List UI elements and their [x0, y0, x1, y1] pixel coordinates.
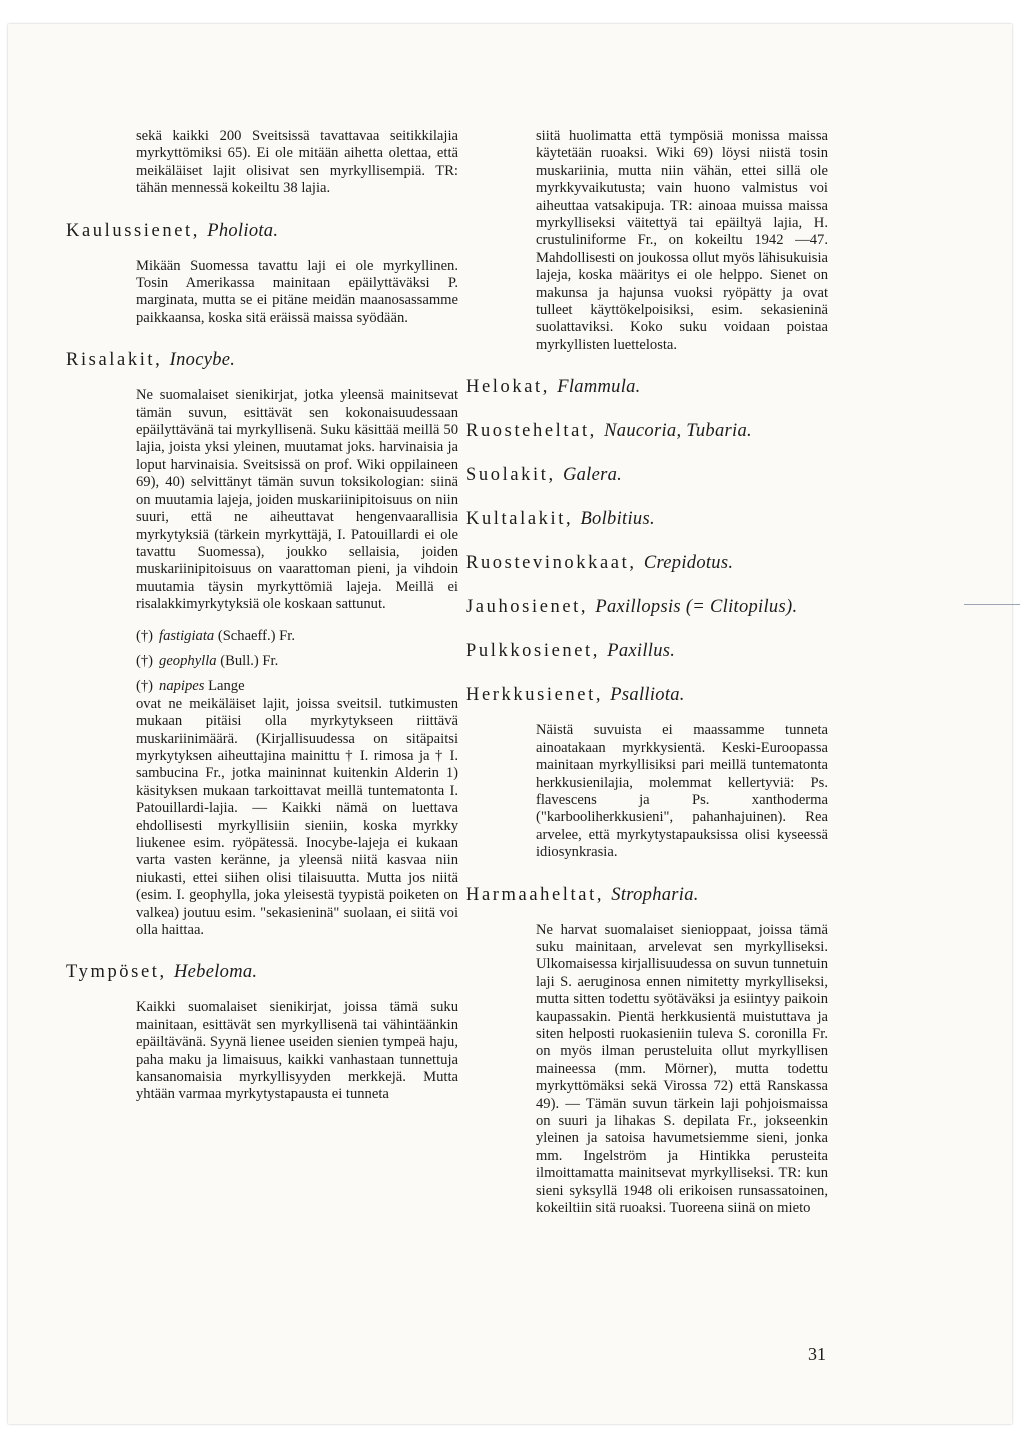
- species-name: napipes: [159, 678, 205, 695]
- section-heading-galera: [466, 464, 828, 486]
- heading-finnish: Tympöset,: [66, 962, 167, 983]
- heading-latin: Flammula.: [557, 377, 641, 398]
- section-heading-crepidotus: [466, 552, 828, 574]
- paragraph: Mikään Suomessa tavattu laji ei ole myrkyllinen. Tosin Amerikassa mainitaan epäilyttäväksi P. marginata, mutta se ei pitäne meidän maanosassamme paikkaansa, koska sitä eräissä maissa syödään.: [136, 257, 458, 326]
- section-heading-pholiota: [66, 220, 458, 242]
- heading-finnish: Helokat,: [466, 377, 550, 398]
- heading-latin: Galera.: [562, 465, 623, 486]
- section-heading-bolbitius: [466, 508, 828, 530]
- section-heading-paxillus: [466, 640, 828, 662]
- paragraph: ovat ne meikäläiset lajit, joissa sveitsil. tutkimusten mukaan pitäisi olla myrkytykseen riittävä muskariinimäärä. (Kirjallisuudessa on sitäpaitsi myrkytyksen aiheuttajina mainittu † I. rimosa ja † I. sambucina Fr., jotka maininnat kuitenkin Alderin 1) käsityksen mukaan tarkoittavat meillä tuntematonta I. Patouillardi-lajia. — Kaikki nämä on luettava ehdollisesti myrkyllisiin sieniin, koska myrkky liukenee esim. ryöpätessä. Inocybe-lajeja ei kukaan varta vasten keränne, ja yleensä niitä kasvaa niin niukasti, ettei siihen olisi tilaisuutta. Mutta jos niitä (esim. I. geophylla, joka yleisestä tyypistä poiketen on valkea) joutuu esim. "sekasieninä" suolaan, ei siitä voi olla haittaa.: [136, 695, 458, 939]
- heading-latin: Inocybe.: [169, 350, 236, 371]
- heading-latin: Stropharia.: [611, 884, 699, 905]
- entry-symbol: (†): [136, 678, 154, 695]
- heading-finnish: Ruostevinokkaat,: [466, 553, 637, 574]
- species-author: (Schaeff.) Fr.: [217, 627, 295, 644]
- section-heading-paxillopsis: [466, 596, 828, 618]
- species-name: geophylla: [159, 652, 217, 669]
- heading-latin: Crepidotus.: [643, 553, 734, 574]
- paragraph: Ne suomalaiset sienikirjat, jotka yleensä mainitsevat tämän suvun, esittävät sen kokonaisuudessaan epäilyttävänä tai myrkyllisenä. Suku käsittää meillä 50 lajia, joista yksi yleinen, muutamat joks. harvinaisia ja loput harvinaisia. Sveitsissä on prof. Wiki oppilaineen 69), 40) selvittänyt tämän suvun toksikologian: siinä on muutamia lajeja, joiden muskariinipitoisuus on niin suuri, että ne aiheuttavat hengenvaarallisia myrkytyksiä (tärkein myrkyttäjä, I. Patouillardi ei ole tavattu Suomessa), joukko sellaisia, joiden muskariinipitoisuus on vaarattoman pieni, ja vihdoin muutamia täysin myrkyttömiä lajeja. Meillä ei risalakkimyrkytyksiä ole koskaan sattunut.: [136, 387, 458, 613]
- page-number: 31: [808, 1344, 826, 1364]
- paragraph: Kaikki suomalaiset sienikirjat, joissa tämä suku mainitaan, esittävät sen myrkyllisenä tai vähintäänkin epäiltävänä. Syynä lienee useiden sienien tympeä haju, paha maku ja limaisuus, kaikki vanhastaan tunnettuja kansanomaisia myrkyllisyyden merkkejä. Mutta yhtään varmaa myrkytystapausta ei tunneta: [136, 999, 458, 1103]
- heading-finnish: Suolakit,: [466, 465, 556, 486]
- section-heading-flammula: [466, 376, 828, 398]
- section-heading-naucoria: [466, 420, 828, 442]
- paragraph: siitä huolimatta että tympösiä monissa maissa käytetään ruoaksi. Wiki 69) löysi niistä tosin muskariinia, mutta niin vähän, ettei sillä ole myrkkyvaikutusta; vain huono valmistus voi aiheuttaa vatsakipuja. TR: ainoaa muissa maissa myrkylliseksi väitettyä tai epäiltyä lajia, H. crustuliniforme Fr., on kokeiltu 1942 —47. Mahdollisesti on joukossa ollut myös lähisukuisia lajeja, koska määritys ei ole helppo. Sienet on makunsa ja hajunsa vuoksi ryöpätty ja ovat tulleet käyttökelpoisiksi, esim. sekasieninä suolattaviksi. Koko suku voidaan poistaa myrkyllisten luettelosta.: [536, 128, 828, 353]
- heading-latin: Paxillus.: [607, 641, 676, 662]
- section-heading-psalliota: [466, 684, 828, 706]
- paragraph: sekä kaikki 200 Sveitsissä tavattavaa seitikkilajia myrkyttömiksi 65). Ei ole mitään aihetta olettaa, että meikäläiset lajit olisivat sen myrkyllisempiä. TR: tähän mennessä kokeiltu 38 lajia.: [136, 128, 458, 197]
- paragraph: Näistä suvuista ei maassamme tunneta ainoatakaan myrkkysientä. Keski-Euroopassa mainitaan myrkyllisiksi pari meillä tuntematonta herkkusienilajia, molemmat kellertyviä: Ps. flavescens ja Ps. xanthoderma ("karbooliherkkusieni", pahanhajuinen). Rea arvelee, että myrkytystapauksissa olisi kyseessä idiosynkrasia.: [536, 722, 828, 861]
- section-heading-stropharia: [466, 884, 828, 906]
- paragraph: Ne harvat suomalaiset sienioppaat, joissa tämä suku mainitaan, arvelevat sen myrkylliseksi. Ulkomaisessa kirjallisuudessa on suvun tunnetuin laji S. aeruginosa ennen nimitetty myrkylliseksi, mutta sitten todettu syötäväksi ja esiintyy paikoin kaupassakin. Pientä herkkusientä muistuttava ja siten helposti ruokasieniin tuleva S. coronilla Fr. on myös ilman perusteluita ollut myrkyllisen maineessa (mm. Mörner), mutta todettu myrkyttömäksi sekä Virossa 72) että Ranskassa 49). — Tämän suvun tärkein laji pohjoismaissa on suuri ja lihakas S. depilata Fr., jokseenkin yleinen ja satoisa havumetsiemme sieni, jonka mm. Ingelström ja Hintikka perusteita ilmoittamatta mainitsevat myrkylliseksi. TR: kun sieni syksyllä 1948 oli erikoisen runsassatoinen, kokeiltiin sitä ruoaksi. Tuoreena siinä on mieto: [536, 921, 828, 1217]
- heading-latin: Hebeloma.: [173, 962, 258, 983]
- heading-finnish: Harmaaheltat,: [466, 884, 605, 905]
- heading-latin: Naucoria, Tubaria.: [604, 421, 752, 442]
- left-column: [66, 128, 458, 1104]
- heading-finnish: Herkkusienet,: [466, 685, 604, 706]
- heading-latin: Psalliota.: [610, 685, 685, 706]
- species-author: (Bull.) Fr.: [220, 652, 279, 669]
- heading-latin: Pholiota.: [207, 220, 279, 241]
- heading-latin: Paxillopsis (= Clitopilus).: [595, 597, 798, 618]
- species-entry: [136, 678, 458, 695]
- species-entry: [136, 653, 458, 670]
- heading-finnish: Kaulussienet,: [66, 220, 200, 241]
- species-entry: [136, 628, 458, 645]
- heading-finnish: Kultalakit,: [466, 509, 574, 530]
- heading-finnish: Pulkkosienet,: [466, 641, 601, 662]
- heading-latin: Bolbitius.: [580, 509, 655, 530]
- heading-finnish: Risalakit,: [66, 350, 163, 371]
- entry-symbol: (†): [136, 652, 154, 669]
- right-column: [466, 128, 828, 1217]
- section-heading-hebeloma: [66, 961, 458, 983]
- heading-finnish: Jauhosienet,: [466, 597, 589, 618]
- species-author: Lange: [208, 678, 245, 695]
- page: [8, 24, 1012, 1424]
- species-name: fastigiata: [159, 627, 215, 644]
- section-heading-inocybe: [66, 349, 458, 371]
- heading-finnish: Ruosteheltat,: [466, 421, 597, 442]
- edge-mark: [964, 604, 1020, 605]
- entry-symbol: (†): [136, 627, 154, 644]
